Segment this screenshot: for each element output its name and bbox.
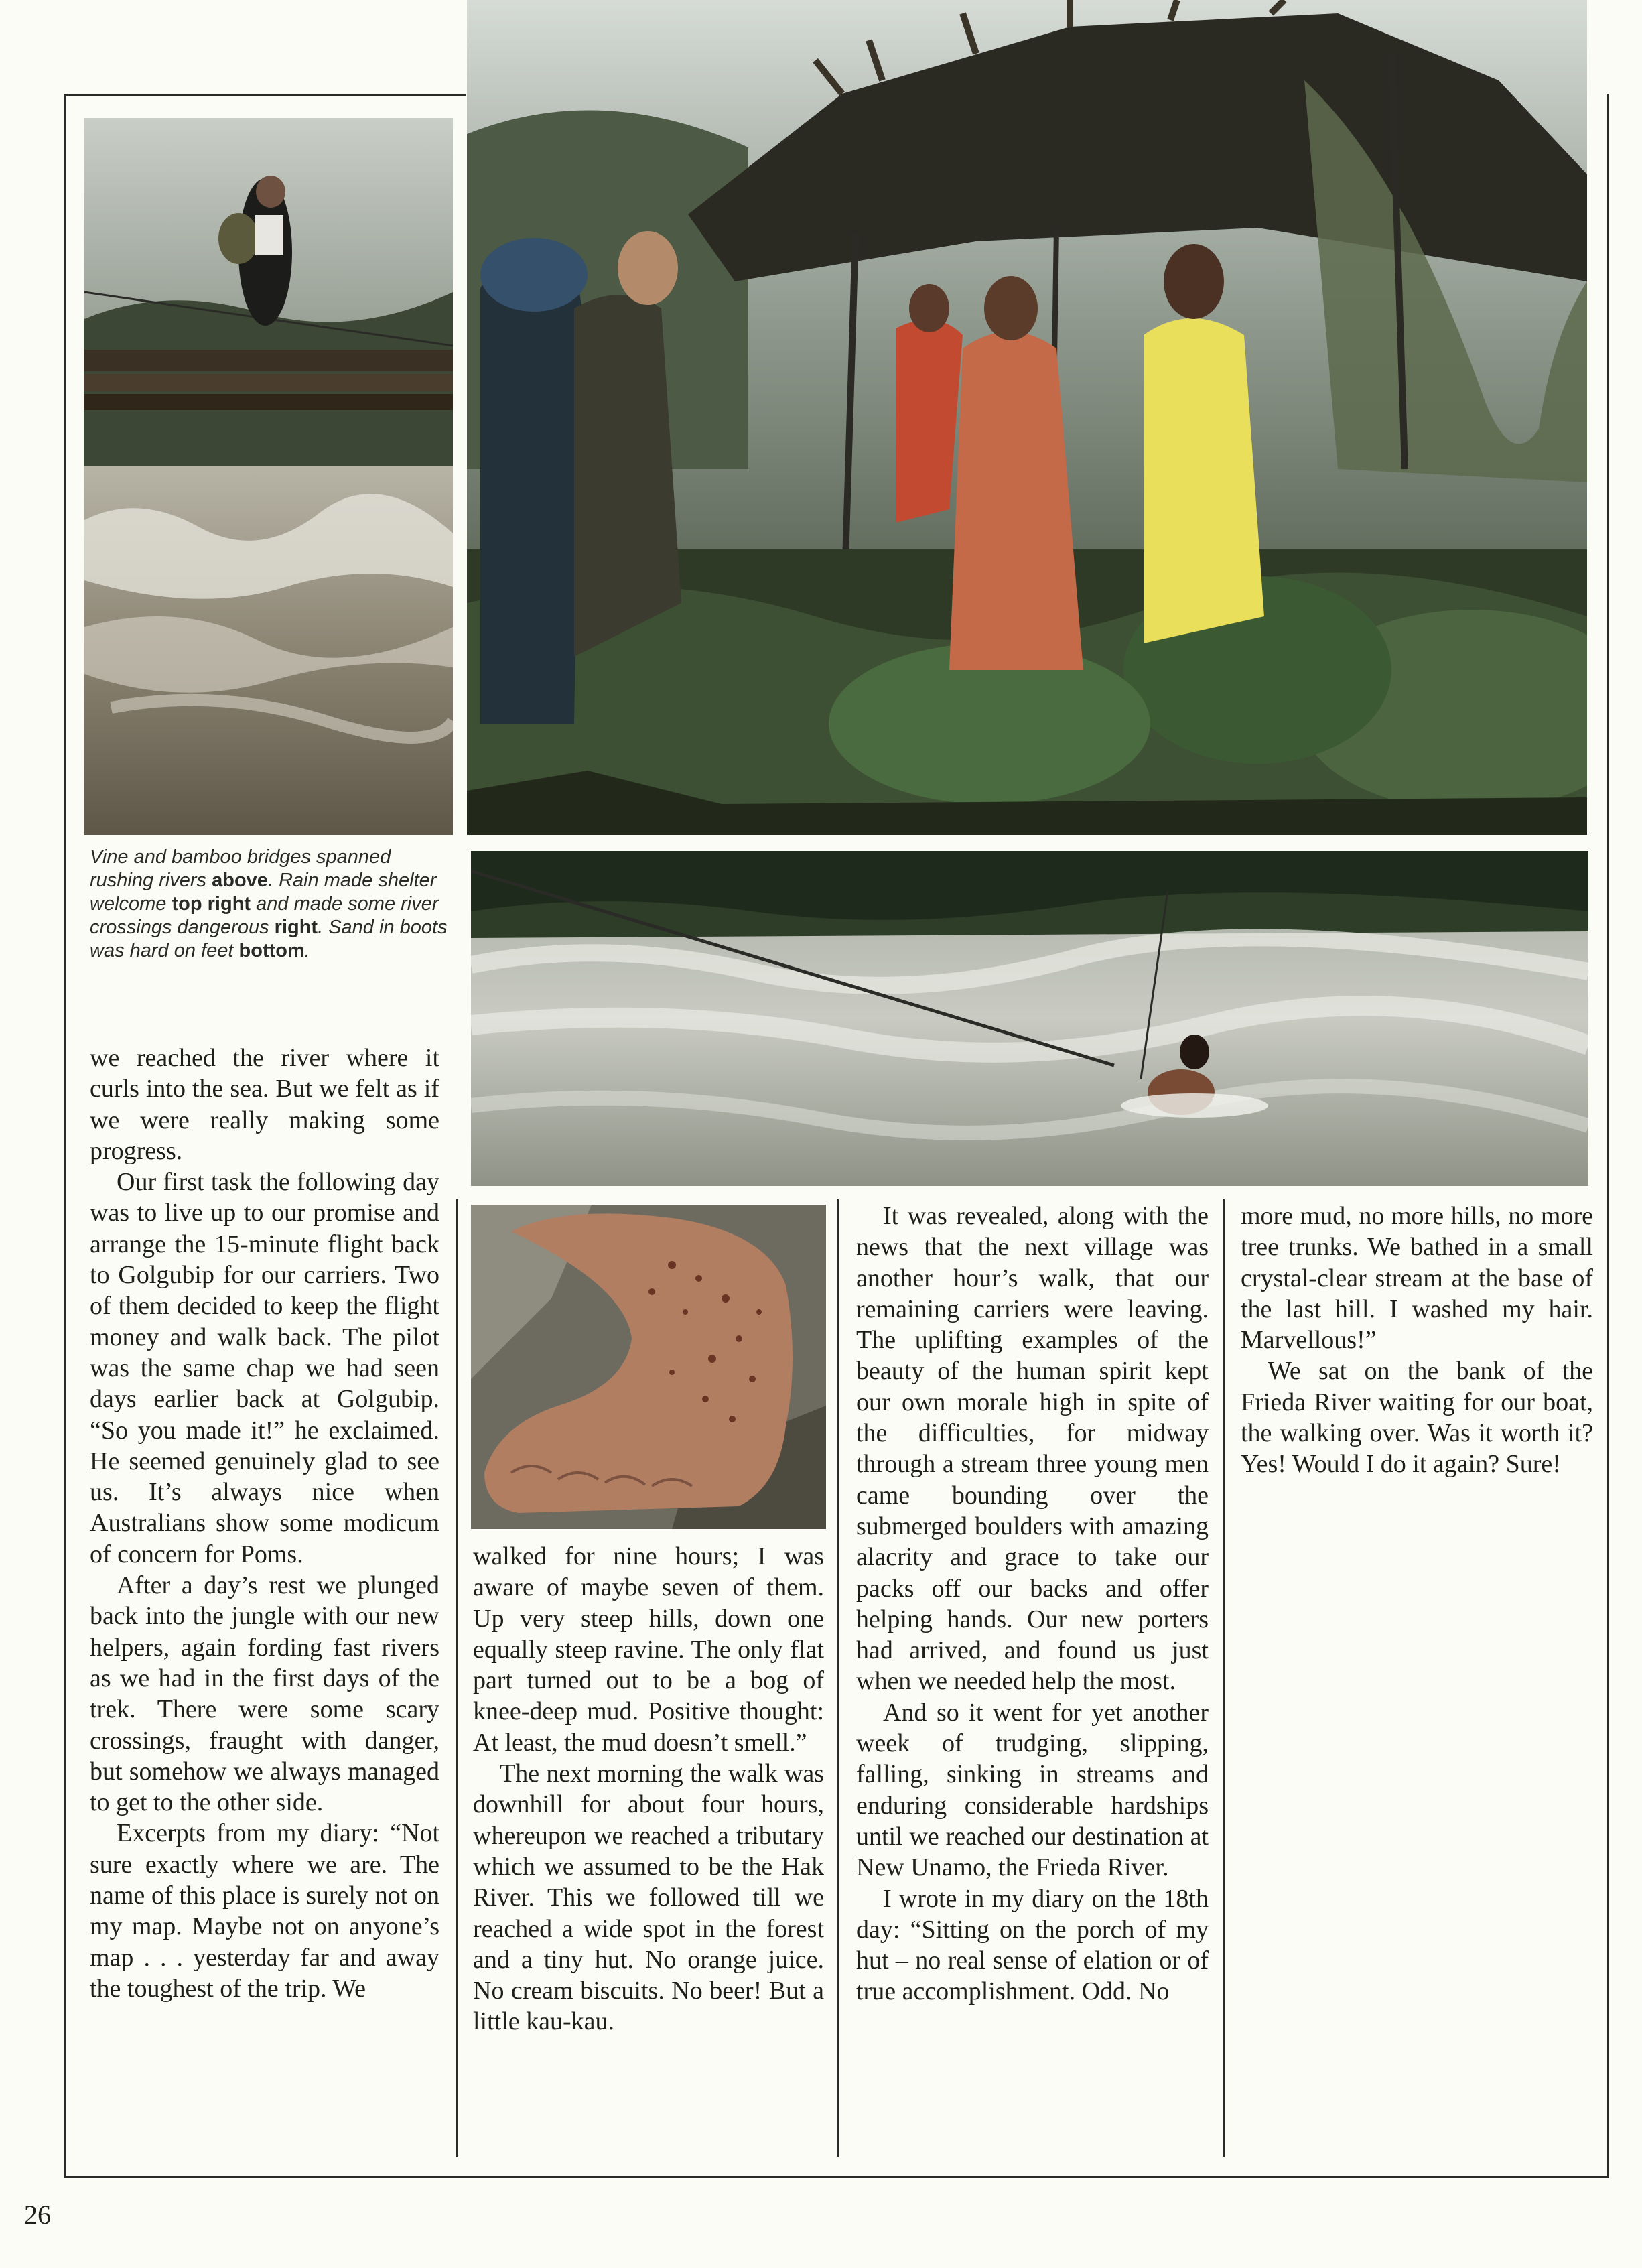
caption-text-2: . Rain made shelter welcome (90, 870, 437, 915)
column-rule-3 (1223, 1199, 1225, 2157)
frame-left-rule (64, 94, 66, 2178)
shelter-photo (467, 0, 1587, 835)
col1-paragraph-3: After a day’s rest we plunged back into the jungle with our new helpers, again fording fast rivers as we had in the first days of the trek. There were some scary crossings, fraught with danger, but somehow we always managed to get to the other side. (90, 1571, 439, 1817)
col4-paragraph-2: We sat on the bank of the Frieda River waiting for our boat, the walking over. Was it worth it? Yes! Would I do it again? Sure! (1241, 1357, 1593, 1479)
article-column-3 (856, 1201, 1209, 2007)
caption-ref-bottom: bottom (238, 940, 305, 961)
article-column-4 (1241, 1201, 1593, 1480)
bridge-photo (84, 118, 453, 835)
column-rule-2 (837, 1199, 839, 2157)
col3-paragraph-2: And so it went for yet another week of trudging, slipping, falling, sinking in streams and enduring considerable hardships until we reached our destination at New Unamo, the Frieda River. (856, 1698, 1209, 1882)
col3-paragraph-3: I wrote in my diary on the 18th day: “Sitting on the porch of my hut – no real sense of elation or of true accomplishment. Odd. No (856, 1884, 1209, 2006)
photo-caption (90, 846, 452, 963)
caption-ref-top-right: top right (172, 893, 251, 915)
caption-text-5: . (304, 940, 310, 961)
col1-paragraph-4: Excerpts from my diary: “Not sure exactly where we are. The name of this place is surely not on my map. Maybe not on anyone’s map . . . yesterday far and away the toughest of the trip. We (90, 1819, 439, 2003)
river-crossing-photo (471, 851, 1588, 1186)
caption-text-1: Vine and bamboo bridges spanned rushing rivers (90, 846, 391, 891)
frame-bottom-rule (64, 2176, 1609, 2178)
article-column-2 (473, 1541, 824, 2038)
col3-paragraph-1: It was revealed, along with the news that the next village was another hour’s walk, that our remaining carriers were leaving. The uplifting examples of the beauty of the human spirit kept our own morale high in spite of the difficulties, for midway through a stream three young men came bounding over the submerged boulders with amazing alacrity and grace to take our packs off our backs and offer helping hands. Our new porters had arrived, and found us just when we needed help the most. (856, 1202, 1209, 1696)
frame-right-rule (1607, 94, 1609, 2178)
caption-text-3: and made some river crossings dangerous (90, 893, 439, 938)
col2-paragraph-1: walked for nine hours; I was aware of maybe seven of them. Up very steep hills, down one equally steep ravine. The only flat part turned out to be a bog of knee-deep mud. Positive thought: At least, the mud doesn’t smell.” (473, 1542, 824, 1757)
caption-ref-right: right (274, 917, 318, 938)
caption-ref-above: above (212, 870, 268, 891)
page-number: 26 (24, 2200, 51, 2230)
article-column-1 (90, 1043, 439, 2004)
frame-top-rule (64, 94, 466, 96)
col4-paragraph-1: more mud, no more hills, no more tree trunks. We bathed in a small crystal-clear stream at the base of the last hill. I washed my hair. Marvellous!” (1241, 1202, 1593, 1355)
col1-paragraph-1: we reached the river where it curls into the sea. But we felt as if we were really making some progress. (90, 1044, 439, 1165)
col1-paragraph-2: Our first task the following day was to live up to our promise and arrange the 15-minute flight back to Golgubip for our carriers. Two of them decided to keep the flight money and walk back. The pilot was the same chap we had seen days earlier back at Golgubip. “So you made it!” he exclaimed. He seemed genuinely glad to see us. It’s always nice when Australians show some modicum of concern for Poms. (90, 1168, 439, 1569)
caption-text-4: . Sand in boots was hard on feet (90, 917, 448, 961)
col2-paragraph-2: The next morning the walk was downhill for about four hours, whereupon we reached a tributary which we assumed to be the Hak River. This we followed till we reached a wide spot in the forest and a tiny hut. No orange juice. No cream biscuits. No beer! But a little kau-kau. (473, 1759, 824, 2036)
foot-photo (471, 1205, 826, 1529)
column-rule-1 (456, 1199, 458, 2157)
